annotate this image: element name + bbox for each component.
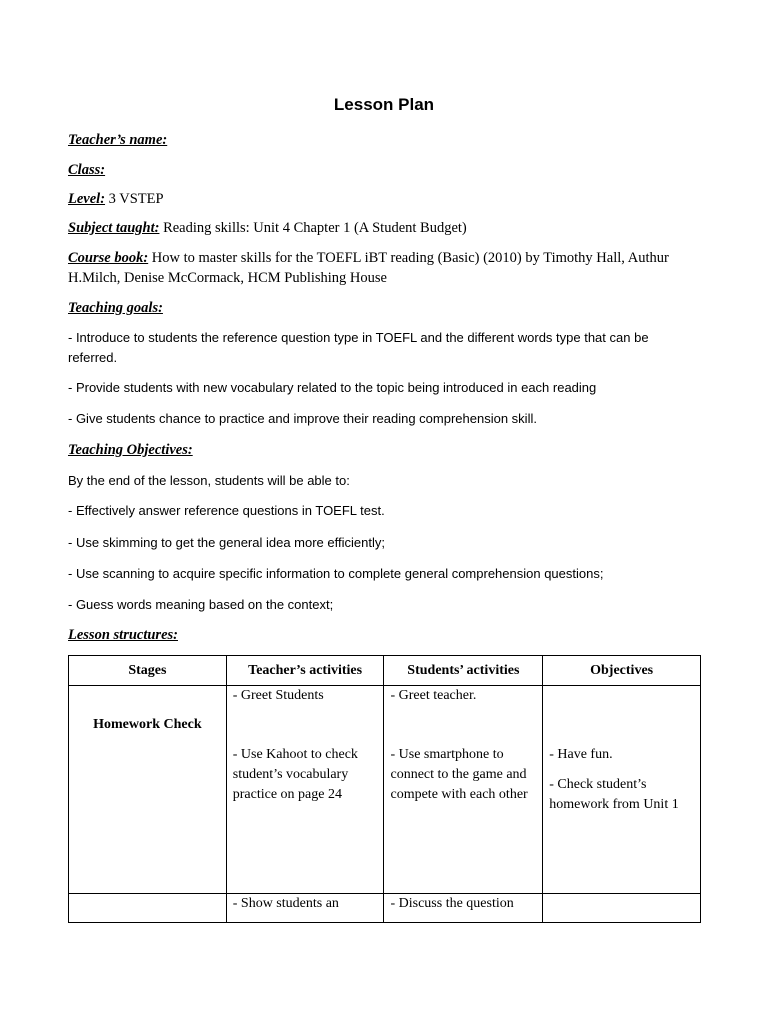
column-header-students-activities: Students’ activities xyxy=(384,656,543,686)
teacher-name-field xyxy=(68,130,708,150)
teacher-name-label: Teacher’s name: xyxy=(68,132,168,148)
teacher-activities-cell xyxy=(226,894,384,923)
stage-name: Homework Check xyxy=(93,717,202,732)
objectives-intro: By the end of the lesson, students will be able to: xyxy=(68,473,350,488)
student-activity: - Greet teacher. xyxy=(390,688,477,703)
teacher-activity: - Use Kahoot to check student’s vocabulary practice on page 24 xyxy=(232,747,358,802)
course-book-value-line-2: H.Milch, Denise McCormack, HCM Publishing House xyxy=(68,270,387,286)
course-book-field xyxy=(68,248,708,268)
level-value: 3 VSTEP xyxy=(105,191,164,207)
stage-cell xyxy=(69,686,227,894)
teaching-objectives-heading: Teaching Objectives: xyxy=(68,442,193,458)
table-row xyxy=(69,686,701,894)
subject-label: Subject taught: xyxy=(68,220,160,236)
student-activity: - Use smartphone to connect to the game and compete with each other xyxy=(390,747,528,802)
lesson-structures-heading: Lesson structures: xyxy=(68,627,178,643)
table-row xyxy=(69,894,701,923)
objectives-cell xyxy=(543,686,701,894)
stage-cell xyxy=(69,894,227,923)
column-header-teacher-activities: Teacher’s activities xyxy=(226,656,384,686)
objective-entry: - Have fun. xyxy=(549,747,613,762)
teacher-activity: - Greet Students xyxy=(232,688,324,703)
page-title: Lesson Plan xyxy=(333,95,435,114)
subject-value: Reading skills: Unit 4 Chapter 1 (A Student Budget) xyxy=(159,220,467,236)
class-field xyxy=(68,160,708,180)
teacher-activity: - Show students an xyxy=(232,896,339,911)
goal-item: - Provide students with new vocabulary related to the topic being introduced in each reading xyxy=(68,380,597,395)
student-activity: - Discuss the question xyxy=(390,896,514,911)
objective-entry: - Check student’s homework from Unit 1 xyxy=(549,777,679,812)
goal-item: - Give students chance to practice and improve their reading comprehension skill. xyxy=(68,411,537,426)
class-label: Class: xyxy=(68,162,106,178)
students-activities-cell xyxy=(384,894,543,923)
level-field xyxy=(68,189,708,209)
column-header-stages: Stages xyxy=(69,656,227,686)
level-label: Level: xyxy=(68,191,106,207)
goal-item: - Introduce to students the reference question type in TOEFL and the different words type that can be xyxy=(68,330,649,345)
objective-item: - Guess words meaning based on the context; xyxy=(68,597,334,612)
objectives-cell xyxy=(543,894,701,923)
table-header-row xyxy=(69,656,701,686)
subject-field xyxy=(68,218,708,238)
column-header-objectives: Objectives xyxy=(543,656,701,686)
course-book-label: Course book: xyxy=(68,250,149,266)
lesson-structure-table xyxy=(68,655,701,923)
course-book-value-line-1: How to master skills for the TOEFL iBT reading (Basic) (2010) by Timothy Hall, Authur xyxy=(148,250,669,266)
objective-item: - Effectively answer reference questions in TOEFL test. xyxy=(68,503,385,518)
teacher-activities-cell xyxy=(226,686,384,894)
objective-item: - Use skimming to get the general idea more efficiently; xyxy=(68,535,385,550)
goal-item: referred. xyxy=(68,350,118,365)
students-activities-cell xyxy=(384,686,543,894)
teaching-goals-heading: Teaching goals: xyxy=(68,300,163,316)
objective-item: - Use scanning to acquire specific information to complete general comprehension questions; xyxy=(68,566,604,581)
